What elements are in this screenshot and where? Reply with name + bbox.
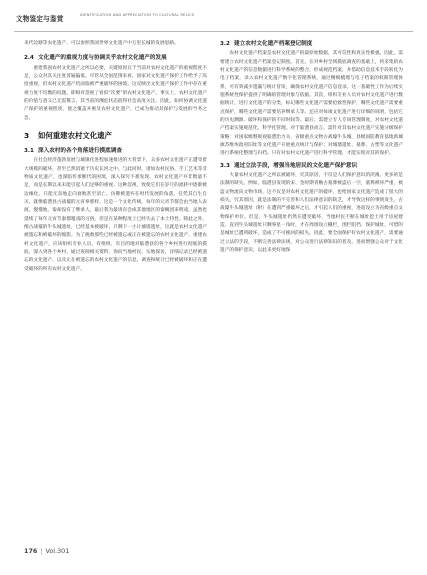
paragraph-continuation: 来代边塘等农化遗产，可以参照我国世界文化遗产中万里长城的发展思路。	[24, 41, 179, 46]
paragraph: 农村文化遗产档案是农村文化遗产的最原始数据，其可信性和真实性极强。因此，需要建立农村文化遗产档案登记制度。首先，在对乡村全域摸底调查的基础上，将采集的农村文化遗产的信息数据进行科学系统的整合，形成规范档案，并借助信息技术手段转化为电子档案，录入农村文化遗产数字化管理系统，通过精细梳理与电子档案的权限管理体系，可有效减少遗漏与统计冒误，确保农村文化遗产信息登录。这一基础性工作为后续实施系统性保护提供了明确的管理对象与依据。其次，组织专业人员对农村文化遗产进行数据统计，进行文化遗产的分类，标记哪些文化遗产需要抢救性保护，哪些文化遗产需要重点保护，哪些文化遗产需要培养继承人等。还应对每项文化遗产进行详细的说明，包括它的历史渊源、破坏和保护的不同时间等。最后，需建立专人专岗管理制度，对农村文化遗产档案实施规范化、科学化管理。对于临澧县而言，需针对其农村文化遗产实施分级保护策略：对国家级暨规观临澧治力关、省级重点文物古战壕牛头城，县级国防教育基地新城旗苏维埃政府旧址等文化遗产开展重点统计与保护；对城墙遗址、墓葬、古塑等文化遗产进行系统化整理与归档。只有对农村文化遗产进行科学管理，才能实现对其的保护。	[220, 51, 403, 157]
page-header	[14, 9, 413, 32]
section-title: 深入农村的各个角落进行摸底调查	[38, 148, 122, 155]
left-column	[24, 40, 207, 274]
section-heading-3	[24, 131, 207, 141]
section-title: 建立农村文化遗产档案登记制度	[234, 41, 313, 47]
section-title: 如何重建农村文化遗产	[38, 131, 112, 141]
section-number: 3	[24, 131, 30, 141]
paragraph: 大量农村文化遗产之所以被破坏，究其原因，不仅是人们保护意识的淡薄，更多的是法制的缺失。例如，临澧县发现的宋、金时期青釉古墓葬被盗后一空，墓葬被坏严重，被盗文物流向文物市场，这不仅是对农村文化遗产的破坏，也给国家文化遗产造成了很大的损失。究其原因，就是法制的不完善和人们法律意识的缺乏，才导致这样的事情发生。古战壕牛头城遗址（附）在遭到严重破坏之后，才引起人们的重视，进而设立为省级重点文物保护单位。但是，牛头城遗址仍然在遭受破坏，当地村民不断在城址挖土用于房屋建造，直到牛头城遗址只剩零星一角时，才在周围设立栅栏，围栏阻挡、保护城址，可惜的是城址已遭到破坏，造成了不可挽回的损失。因此，要全面保护好农村文化遗产，需要通过立法的手段，不断完善法律法规，对公众进行法律知识的普及，进而增强公众对于文化遗产的保护意识，以此来更好地保	[220, 173, 403, 254]
right-column	[220, 40, 403, 256]
section-heading-2-4	[24, 54, 207, 62]
page-number: 176	[24, 547, 38, 555]
section-number: 2.4	[24, 55, 34, 62]
section-number: 3.2	[220, 41, 230, 47]
journal-title-cn: 文物鉴定与鉴赏	[16, 15, 64, 23]
section-number: 3.1	[24, 148, 34, 155]
paragraph: 在社会经济蓬勃发展与城镇化进程加速推进的大背景下，众多农村文化遗产正遭受着大规模的破坏，甚至已然消逝于历史长河之中。与此同时，诸如农村民俗、手工艺术等非物质文化遗产，也深陷传承断代的困境，深入探究不难发现，农村文化遗产并非数量不足，而是长期以来未能引起人们足够的重视。这种忽视，致使它们在岁月的流转中逐渐被边缘化，只能无奈地走向衰败甚至消亡。仿佛被遗弃在时代发展的角落，任凭其自生自灭。就像临澧县古战壕的元宵拳那样，这是一个文化传统，每年的元宵节都会由当地人表演，慢慢地，秦却没有了继承人，最后我为最请省会成其他地区的秦阙团来明戏，虽然也延续了每年元宵节秦郡嘎戏的习俗，但是在某种程度上已经失去了本土特性。除此之外，像古战壕的牛头城遗址，已经基本被破坏，只剩下一小片城墙遗址，这就是农村文化遗产被遗忘和被破坏的缩影。为了挽救那些已经被遗忘或正在被遗忘的农村文化遗产，重建农村文化遗产，应该组织专业人员，有组织、有目的地对临澧县的各个乡村进行彻底的摸底，深入到各个乡村，通过查阅相关资料、询问当地村民、实地探访，详细记录已经被遗忘的文化遗产、以及正在被遗忘的农村文化遗产的信息，调查和统计已经被破坏和正在遭受破坏的所有农村文化遗产。	[24, 158, 207, 272]
section-title: 通过立法手段，增强当地居民的文化遗产保护意识	[234, 162, 358, 169]
section-title: 文化遗产的重视力度与协调关乎农村文化遗产的发展	[38, 55, 167, 62]
section-heading-3-2	[220, 40, 403, 48]
journal-title-en: IDENTIFICATION AND APPRECIATION TO CULTURAL RELICS	[80, 13, 195, 17]
volume-number: Vol.301	[45, 547, 70, 555]
page-footer: 176 | Vol.301	[24, 547, 70, 555]
section-number: 3.3	[220, 162, 230, 169]
section-heading-3-3	[220, 162, 403, 170]
section-heading-3-1	[24, 147, 207, 155]
paragraph: 重建我国农村文化遗产之所以必要，关键原因在于当前对农村文化遗产的重视程度不足，公众对其关注度普遍偏低。尽管从全国范围来看，国家对文化遗产保护工作给予了高度重视，但农村文化遗产仍面临被严重破坏的困境。这反映出文化遗产保护工作中存在重视力度不均衡的问题，即相对忽视了看似“次要”的农村文化遗产。事实上，农村文化遗产的价值与意义已无需赘言，其当前的濒危状态值得社会高度关注。因此，如何协调文化遗产保护的重视程度，使之覆盖并惠及农村文化遗产，已成为推动其保护与发展的当务之急。	[24, 65, 207, 121]
